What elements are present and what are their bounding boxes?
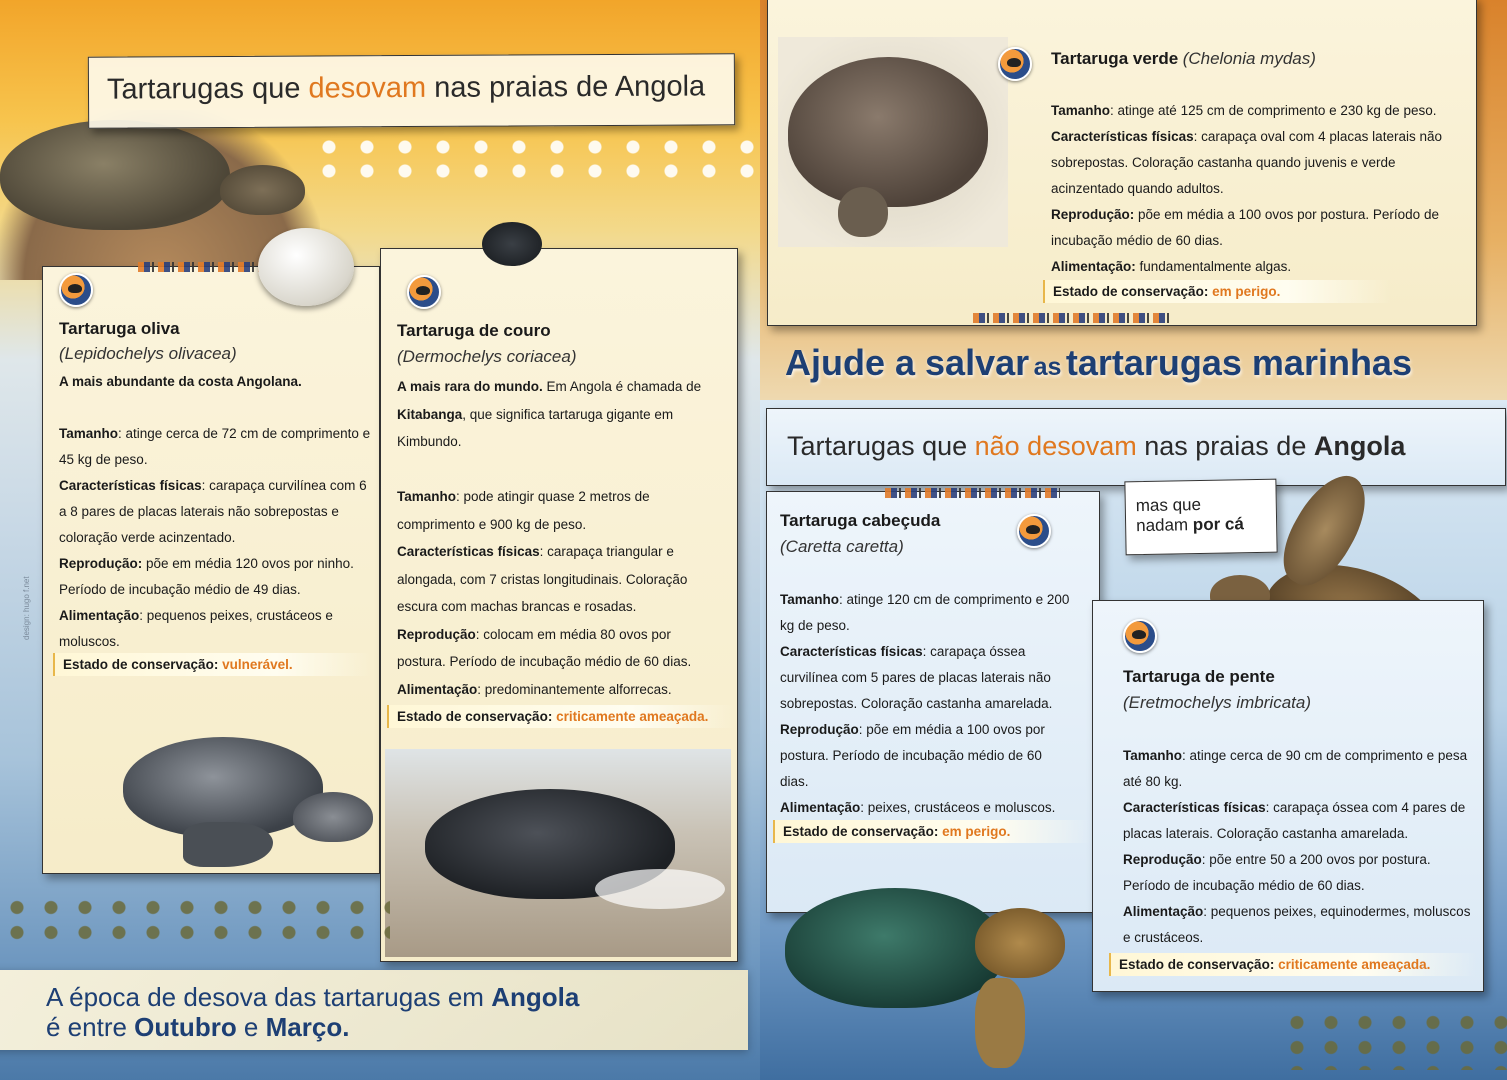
species-title: Tartaruga verde (Chelonia mydas) bbox=[1051, 49, 1316, 68]
turtle-logo-icon bbox=[1123, 619, 1157, 653]
species-description: Tamanho: atinge cerca de 90 cm de comprimento e pesa até 80 kg. Características físicas: carapaça óssea com 4 pares de placas laterais. Coloração castanha amarelada. Reprodução: põe entre 50 a 200 ovos por postura. Período de incubação médio de 60 dias. Alimentação: pequenos peixes, equinodermes, moluscos e crustáceos. bbox=[1123, 748, 1471, 945]
species-description: A mais rara do mundo. Em Angola é chamada de Kitabanga, que significa tartaruga gigante em Kimbundo. Tamanho: pode atingir quase 2 metros de comprimento e 900 kg de peso. Características físicas: carapaça triangular e alongada, com 7 cristas longitudinais. Coloração escura com machas brancas e rosadas. Reprodução: colocam em média 80 ovos por postura. Período de incubação médio de 60 dias. Alimentação: predominantemente alforrecas. bbox=[397, 379, 702, 697]
hatchlings-bottom bbox=[0, 895, 390, 945]
turtle-logo-icon bbox=[998, 47, 1032, 81]
species-scientific-name: (Eretmochelys imbricata) bbox=[1123, 693, 1311, 712]
loggerhead-turtle-photo bbox=[775, 868, 1095, 1068]
header-banner bbox=[88, 53, 735, 128]
turtle-logo-icon bbox=[407, 275, 441, 309]
species-scientific-name: (Dermochelys coriacea) bbox=[397, 347, 577, 366]
card-tartaruga-cabecuda bbox=[766, 491, 1100, 913]
card-tartaruga-de-pente bbox=[1092, 600, 1484, 992]
conservation-status: Estado de conservação: vulnerável. bbox=[53, 653, 371, 676]
credit-text: design: hugo f.net bbox=[22, 576, 31, 640]
header-title: Tartarugas que desovam nas praias de Angola bbox=[106, 70, 706, 106]
species-name: Tartaruga oliva bbox=[59, 319, 180, 338]
section-title: Tartarugas que não desovam nas praias de Angola bbox=[787, 431, 1406, 461]
conservation-status: Estado de conservação: em perigo. bbox=[1043, 280, 1391, 303]
conservation-status: Estado de conservação: em perigo. bbox=[773, 820, 1091, 843]
note-text: mas que nadam por cá bbox=[1135, 494, 1245, 536]
species-description: Tamanho: atinge até 125 cm de comprimento e 230 kg de peso. Características físicas: carapaça oval com 4 placas laterais não sobrepostas. Coloração castanha quando juvenis e verde acinzentado quando adultos. Reprodução: põe em média a 100 ovos por postura. Período de incubação médio de 60 dias. Alimentação: fundamentalmente algas. bbox=[1051, 103, 1442, 274]
card-tartaruga-de-couro bbox=[380, 248, 738, 962]
hatchlings-bottom-right bbox=[1280, 1010, 1507, 1070]
main-title: Ajude a salvar as tartarugas marinhas bbox=[785, 342, 1412, 383]
leatherback-turtle-photo bbox=[385, 749, 731, 957]
species-scientific-name: (Lepidochelys olivacea) bbox=[59, 344, 237, 363]
footer-banner bbox=[0, 970, 748, 1050]
species-scientific-name: (Caretta caretta) bbox=[780, 537, 904, 556]
decorative-border bbox=[973, 313, 1173, 323]
footer-text: A época de desova das tartarugas em Angola é entre Outubro e Março. bbox=[46, 982, 580, 1042]
card-tartaruga-oliva bbox=[42, 266, 380, 874]
turtle-logo-icon bbox=[1017, 514, 1051, 548]
card-tartaruga-verde bbox=[767, 0, 1477, 326]
egg-photo bbox=[258, 228, 354, 306]
conservation-status: Estado de conservação: criticamente ameaçada. bbox=[387, 705, 735, 728]
species-name: Tartaruga cabeçuda bbox=[780, 511, 941, 530]
species-name: Tartaruga de couro bbox=[397, 321, 551, 340]
species-name: Tartaruga de pente bbox=[1123, 667, 1275, 686]
olive-turtle-photo bbox=[53, 737, 363, 877]
hatchling-photo bbox=[482, 222, 542, 266]
conservation-status: Estado de conservação: criticamente ameaçada. bbox=[1109, 953, 1477, 976]
species-description: A mais abundante da costa Angolana. Tamanho: atinge cerca de 72 cm de comprimento e 45 kg de peso. Características físicas: carapaça curvilínea com 6 a 8 pares de placas laterais não sobrepostas e coloração verde acinzentado. Reprodução: põe em média 120 ovos por ninho. Período de incubação médio de 49 dias. Alimentação: pequenos peixes, crustáceos e moluscos. bbox=[59, 374, 371, 649]
turtle-logo-icon bbox=[59, 273, 93, 307]
green-turtle-photo bbox=[778, 37, 1008, 247]
species-description: Tamanho: atinge 120 cm de comprimento e 200 kg de peso. Características físicas: carapaça óssea curvilínea com 5 pares de placas laterais não sobrepostas. Coloração castanha amarelada. Reprodução: põe em média a 100 ovos por postura. Período de incubação médio de 60 dias. Alimentação: peixes, crustáceos e moluscos. bbox=[780, 592, 1070, 815]
hatchlings-trail bbox=[310, 135, 760, 185]
decorative-border bbox=[885, 488, 1060, 498]
